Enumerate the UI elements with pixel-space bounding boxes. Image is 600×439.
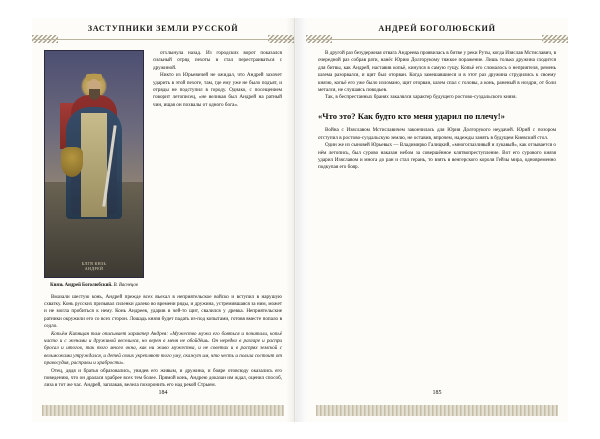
paragraph-quote: Копьём Кипящая там описывает характер Андрея: «Мужество мужа его бояться и почитали, копьё часто и с женами и дружиной веселился, но верен в меня не обойдёшь. Он нередко в разгаре и распри бросал и итогов, так того много окна, как ни живо мужества, и не советах и в распрях земской с вельможами утруждался, и детей своих укрепляют того уму, скажут им, что честь и польза состоит от правосудия, расправы и храбрости». xyxy=(44,330,282,367)
left-running-head-text: ЗАСТУПНИКИ ЗЕМЛИ РУССКОЙ xyxy=(87,24,239,33)
icon-beard xyxy=(89,89,100,100)
paragraph: Так, в беспрестанных бранях закалялся характер будущего ростово-суздальского князя. xyxy=(325,94,517,101)
icon-inscription-line-2: АНДРЕЙ xyxy=(84,266,104,271)
left-folio: 184 xyxy=(158,390,168,396)
right-running-head xyxy=(306,18,568,44)
paragraph: отхлынула назад. Из городских ворот показался сильный отряд пехоты и стал перестраиваться с дружиной. xyxy=(153,50,282,71)
paragraph: Никто из Юрьевичей не ожидал, что Андрей захочет ударить в этой пехоте, там, где ему уже не было подъят, и отряды не подступил в городу. Однако, с посещением говорит летописец, «не великая был Андрей на ратный чин, ищая он похвалы от одного бога». xyxy=(153,72,282,108)
paragraph: Вмазали шестую конь, Андрей прежде всех въехал в неприятельское войско и вступил в нарушую схватку. Конь русских призывал силенки далеко во времени ряды, и дружина, устремившаяся за ним, может и не могла пробиться к нему. Конь Андреев, ударив в чей-то щит, свалился у древка. Неприятельские ратники окружили его со всех сторон. Лошадь князя будет падать из-под копытами, готовя вместе попало в седло. xyxy=(44,293,282,330)
rule-divider xyxy=(306,39,568,40)
icon-inscription-line-1: БЛГВ КНЗЬ xyxy=(81,261,107,266)
left-body xyxy=(32,44,294,390)
illustration-caption xyxy=(44,283,144,290)
footer-ornament xyxy=(42,405,284,416)
left-column-text-bottom xyxy=(44,294,282,390)
caption-source: В. Васнецов xyxy=(113,283,138,288)
rule-divider xyxy=(32,39,294,40)
caption-title: Князь Андрей Боголюбский. xyxy=(50,283,113,288)
left-running-head xyxy=(32,18,294,44)
illustration-block xyxy=(44,50,144,290)
section-heading: «Что это? Как будто кто меня ударил по плечу!» xyxy=(318,110,505,121)
right-column-text-bottom xyxy=(318,127,556,171)
right-folio: 185 xyxy=(432,390,442,396)
paragraph: Отец, дядя и братья образовались, увидев его живым, и дружина, и бояре отовсюду оказались его поведению, что он дралася храбрее всех тем более. Прямой конь, Андрею доказан им ждал, оценил способ, лиза в тот же час. Андрей, заплакав, велела похоронить его над рекой Стрыем. xyxy=(44,367,282,389)
paragraph: Один же из сыновей Юрьевых — Владимирко Галицкий, «многоглазливый и лукавый», как отзывается о нём летопись, был сурово наказан небом за совершённое клятвопреступление. Вот его сурового князя ударил Изяславом и многа до ран и стал герань, то взять в венгерского короля Гейзы мира, одновременно подкупая его бояр. xyxy=(318,142,556,171)
paragraph: В другой раз безудержная отвага Андреева проявилась в битве у реки Руты, когда Изяслав Мстиславич, в очередной раз собрав рати, нанёс Юрию Долгорукому тяжкое поражение. Лишь только дружина сходится для битвы, как Андрей, наставив копьё, кинулся в самую гущу. Копьё его сломалось о неприятеля, ремень шлема разорвался, и щит был оторван. Когда замешавшиеся и в этот раз дружина сгрудились к своему князю, копьё его уже было изломано, щит оторван, шлем спал с головы, а конь, раненый в ноздри, от боли метался, не слушаясь поводьев. xyxy=(318,50,556,94)
right-body xyxy=(306,44,568,390)
left-page xyxy=(32,18,295,422)
left-column-text-top xyxy=(153,50,282,290)
right-running-head-text: АНДРЕЙ БОГОЛЮБСКИЙ xyxy=(378,24,496,33)
icon-inscription xyxy=(45,261,143,271)
shield-icon xyxy=(61,147,83,177)
footer-ornament xyxy=(316,405,558,416)
prince-icon-image xyxy=(44,50,144,278)
paragraph: Война с Изяславом Мстиславичем закончилась для Юрия Долгорукого неудачей. Юрий с позором отступил в ростово-суздальскую землю, не оставив, впрочем, надежды занять в будущем Киевский стол. xyxy=(318,127,556,141)
right-column-text-top xyxy=(318,50,556,102)
right-page xyxy=(306,18,568,422)
